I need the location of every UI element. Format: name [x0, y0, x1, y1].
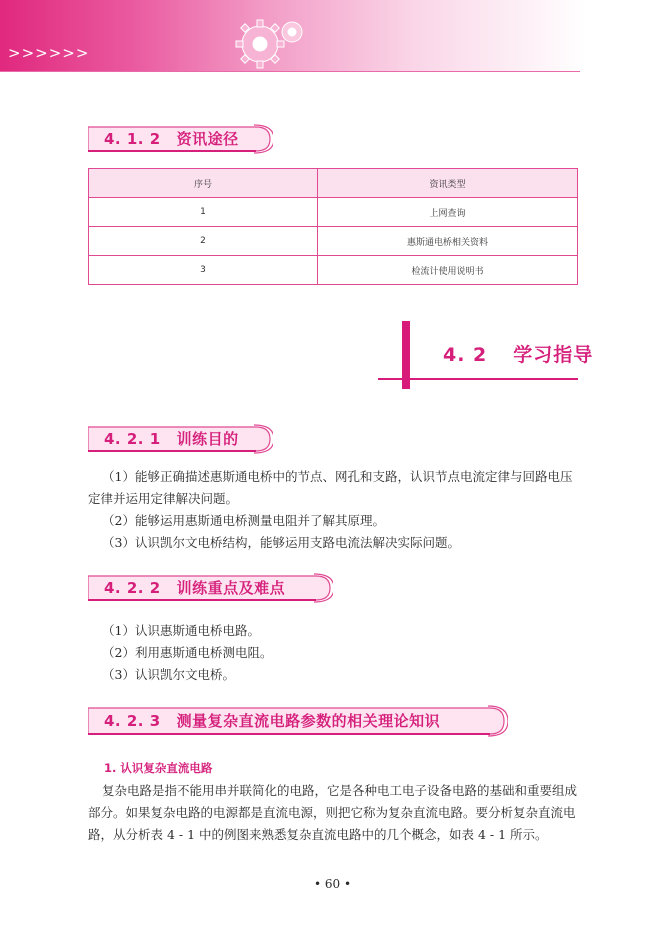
page-number: • 60 • — [313, 877, 352, 891]
paragraph: （3）认识凯尔文电桥结构，能够运用支路电流法解决实际问题。 — [102, 535, 460, 550]
section-title — [104, 710, 440, 731]
chapter-number: 4. 2 — [443, 344, 488, 366]
column-header-index: 序号 — [89, 169, 318, 198]
table-cell: 检流计使用说明书 — [318, 256, 578, 285]
section-heading-4-1-2 — [88, 123, 273, 155]
table-header-row — [89, 169, 578, 198]
section-heading-4-2-3 — [88, 704, 508, 736]
section-title — [104, 128, 239, 149]
column-header-type: 资讯类型 — [318, 169, 578, 198]
table-row — [89, 227, 578, 256]
page-header-band — [0, 0, 665, 72]
section-title — [104, 577, 285, 598]
info-channel-table — [88, 168, 578, 285]
table-row — [89, 256, 578, 285]
paragraph: （1）认识惠斯通电桥电路。 — [102, 623, 260, 638]
table-cell: 2 — [89, 227, 318, 256]
section-heading-4-2-2 — [88, 572, 333, 604]
table-cell: 3 — [89, 256, 318, 285]
section-number: 4. 1. 2 — [104, 130, 161, 148]
paragraph: （1）能够正确描述惠斯通电桥中的节点、网孔和支路，认识节点电流定律与回路电压定律并运用定律解决问题。 — [88, 469, 573, 506]
section-title-text: 训练目的 — [176, 430, 239, 448]
section-title — [104, 428, 239, 449]
section-number: 4. 2. 3 — [104, 712, 161, 730]
header-arrows: >>>>>> — [8, 44, 90, 62]
table-cell: 1 — [89, 198, 318, 227]
section-number: 4. 2. 2 — [104, 579, 161, 597]
section-number: 4. 2. 1 — [104, 430, 161, 448]
section-title-text: 训练重点及难点 — [176, 579, 286, 597]
section-title-text: 测量复杂直流电路参数的相关理论知识 — [176, 712, 441, 730]
gears-icon — [230, 14, 310, 72]
subsection-title: 1. 认识复杂直流电路 — [104, 761, 213, 775]
paragraph: 复杂电路是指不能用串并联简化的电路，它是各种电工电子设备电路的基础和重要组成部分。如果复杂电路的电源都是直流电源，则把它称为复杂直流电路。要分析复杂直流电路，从分析表 4 - 1 中的例图来熟悉复杂直流电路中的几个概念，如表 4 - 1 所示。 — [88, 783, 578, 842]
chapter-rule — [378, 378, 578, 380]
chapter-title-text: 学习指导 — [513, 344, 594, 366]
paragraph: （2）能够运用惠斯通电桥测量电阻并了解其原理。 — [102, 513, 385, 528]
chapter-title — [443, 340, 593, 367]
table-row — [89, 198, 578, 227]
table-cell: 惠斯通电桥相关资料 — [318, 227, 578, 256]
section-title-text: 资讯途径 — [176, 130, 239, 148]
paragraph: （2）利用惠斯通电桥测电阻。 — [102, 645, 273, 660]
paragraph: （3）认识凯尔文电桥。 — [102, 667, 235, 682]
table-cell: 上网查询 — [318, 198, 578, 227]
section-heading-4-2-1 — [88, 423, 273, 455]
